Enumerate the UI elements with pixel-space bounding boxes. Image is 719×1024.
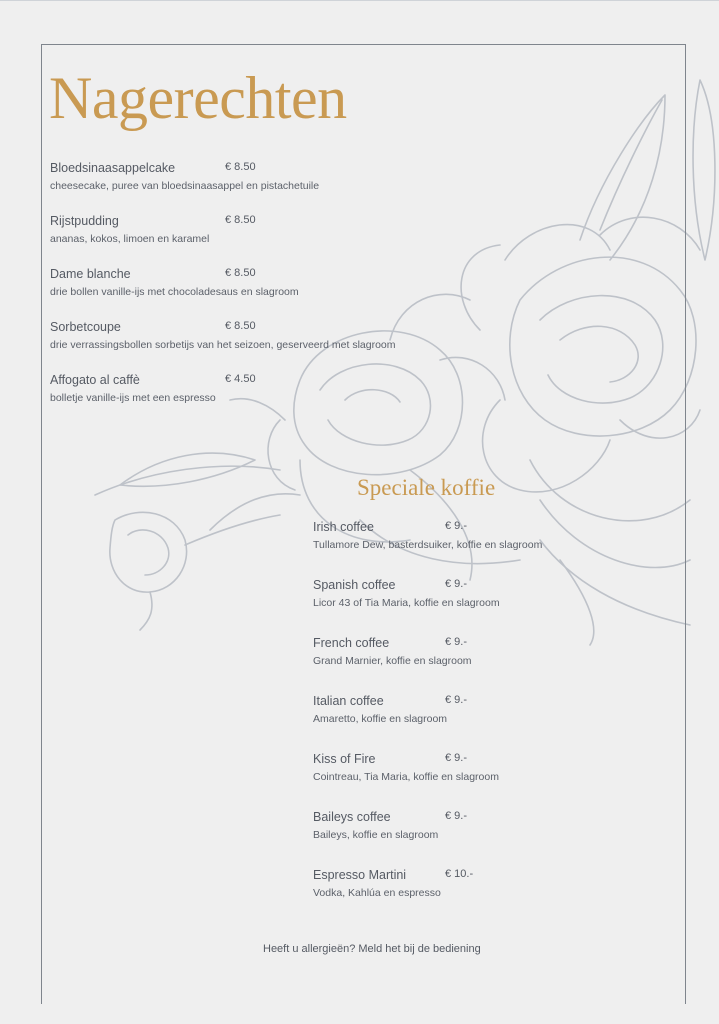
coffee-name: Italian coffee — [313, 694, 384, 708]
coffee-price: € 9.- — [445, 752, 468, 764]
dessert-price: € 8.50 — [225, 214, 256, 226]
dessert-price: € 4.50 — [225, 373, 256, 385]
coffee-price: € 9.- — [445, 520, 468, 532]
dessert-price: € 8.50 — [225, 320, 256, 332]
dessert-description: drie verrassingsbollen sorbetijs van het seizoen, geserveerd met slagroom — [50, 339, 396, 351]
coffee-name: French coffee — [313, 636, 390, 650]
coffee-name: Spanish coffee — [313, 578, 396, 592]
coffee-item — [313, 810, 643, 841]
dessert-description: drie bollen vanille-ijs met chocoladesaus en slagroom — [50, 286, 299, 298]
coffee-item — [313, 752, 643, 783]
coffee-description: Grand Marnier, koffie en slagroom — [313, 655, 472, 667]
coffee-item — [313, 868, 643, 899]
coffee-item — [313, 578, 643, 609]
dessert-name: Rijstpudding — [50, 214, 119, 228]
coffee-description: Vodka, Kahlúa en espresso — [313, 887, 441, 899]
page-top-line — [0, 0, 719, 1]
coffee-description: Amaretto, koffie en slagroom — [313, 713, 448, 725]
coffee-price: € 9.- — [445, 810, 468, 822]
coffee-name: Irish coffee — [313, 520, 374, 534]
coffee-description: Baileys, koffie en slagroom — [313, 829, 439, 841]
dessert-price: € 8.50 — [225, 267, 256, 279]
dessert-item — [50, 267, 410, 298]
coffee-price: € 9.- — [445, 694, 468, 706]
coffee-description: Cointreau, Tia Maria, koffie en slagroom — [313, 771, 499, 783]
dessert-description: cheesecake, puree van bloedsinaasappel en pistachetuile — [50, 180, 320, 192]
coffee-price: € 9.- — [445, 636, 468, 648]
coffee-heading: Speciale koffie — [357, 475, 496, 500]
coffee-item — [313, 520, 643, 551]
dessert-name: Dame blanche — [50, 267, 131, 281]
coffee-name: Baileys coffee — [313, 810, 391, 824]
coffee-price: € 10.- — [445, 868, 474, 880]
dessert-item — [50, 320, 410, 351]
dessert-name: Affogato al caffè — [50, 373, 140, 387]
dessert-price: € 8.50 — [225, 161, 256, 173]
coffee-item — [313, 694, 643, 725]
dessert-item — [50, 373, 410, 404]
dessert-name: Sorbetcoupe — [50, 320, 121, 334]
coffee-description: Licor 43 of Tia Maria, koffie en slagroom — [313, 597, 500, 609]
coffee-description: Tullamore Dew, basterdsuiker, koffie en slagroom — [313, 539, 543, 551]
coffee-name: Espresso Martini — [313, 868, 407, 882]
coffee-price: € 9.- — [445, 578, 468, 590]
coffee-item — [313, 636, 643, 667]
coffee-name: Kiss of Fire — [313, 752, 376, 766]
dessert-name: Bloedsinaasappelcake — [50, 161, 176, 175]
dessert-item — [50, 161, 410, 192]
allergy-note: Heeft u allergieën? Meld het bij de bediening — [263, 943, 481, 955]
menu-title: Nagerechten — [49, 65, 347, 131]
dessert-description: bolletje vanille-ijs met een espresso — [50, 392, 216, 404]
dessert-item — [50, 214, 410, 245]
dessert-description: ananas, kokos, limoen en karamel — [50, 233, 210, 245]
